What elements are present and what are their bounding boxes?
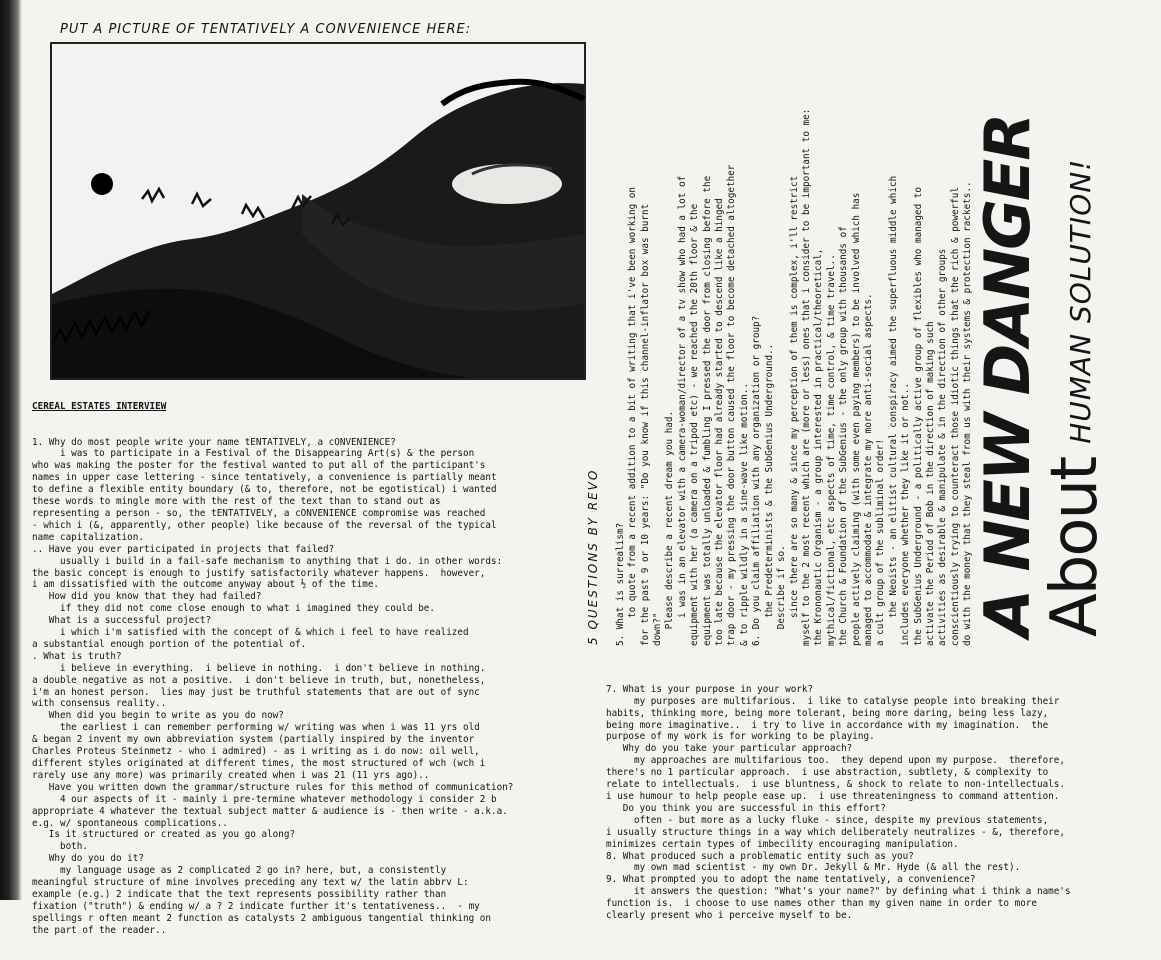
text-line: my own mad scientist - my own Dr. Jekyll & Mr. Hyde (& all the rest). (606, 862, 1021, 874)
text-line: the basic concept is enough to justify satisfactorily whatever happens. however, (32, 567, 486, 579)
text-line: equipment with her (a camera on a tripod etc) - we reached the 20th floor & the (689, 203, 701, 646)
photo-caption: PUT A PICTURE OF TENTATIVELY A CONVENIENCE HERE: (60, 22, 472, 37)
text-line: a cult group of the subliminal order! (875, 438, 887, 646)
text-line: & to ripple wildly in a sine-wave like motion.. (738, 382, 750, 646)
text-line: my approaches are multifarious too. they depend upon my purpose. therefore, (606, 755, 1065, 767)
interview-left-column (32, 377, 592, 936)
text-line: both. (32, 841, 88, 853)
text-line: the Predeterminists & the SubGenius Underground.. (763, 343, 775, 646)
text-line: i which i'm satisfied with the concept of & which i feel to have realized (32, 627, 469, 639)
text-line: managed to accommodate & integrate my more anti-social aspects. (862, 293, 874, 646)
text-line: i use humour to help people ease up. i use threateningness to command attention. (606, 790, 1060, 802)
title-subtitle: HUMAN SOLUTION! (1064, 158, 1097, 444)
interview-bottom-right-text (606, 684, 1156, 922)
text-line: names in upper case lettering - since tentatively, a convenience is partially meant (32, 472, 497, 484)
text-line: i believe in everything. i believe in nothing. i don't believe in nothing. (32, 662, 486, 674)
text-line: down?" (652, 612, 664, 646)
text-line: my purposes are multifarious. i like to catalyse people into breaking their (606, 695, 1060, 707)
title-line-1: A NEW DANGER (971, 114, 1044, 637)
text-line: since there are so many & since my perception of them is complex, i'll restrict (788, 175, 800, 646)
text-line: i usually structure things in a way which deliberately neutralizes - &, therefore, (606, 826, 1065, 838)
text-line: 4 our aspects of it - mainly i pre-termine whatever methodology i consider 2 b (32, 793, 497, 805)
text-line: representing a person - so, the tENTATIVELY, a cONVENIENCE compromise was reached (32, 507, 486, 519)
title-block (971, 114, 1115, 637)
text-line: Why do you take your particular approach? (606, 743, 853, 755)
text-line: function is. i choose to use names other than my given name in order to more (606, 898, 1037, 910)
text-line: 7. What is your purpose in your work? (606, 683, 814, 695)
text-line: Why do you do it? (32, 853, 144, 865)
text-line: . What is truth? (32, 650, 122, 662)
text-line: these words to mingle more with the rest of the text than to stand out as (32, 496, 441, 508)
text-line: Charles Proteus Steinmetz - who i admired) - as i writing as i do now: oil well, (32, 746, 480, 758)
title-about: About (1038, 457, 1112, 637)
text-line: includes everyone whether they like it or not.. (900, 382, 912, 646)
rotated-questions-block (590, 86, 974, 646)
text-line: often - but more as a lucky fluke - since, despite my previous statements, (606, 814, 1049, 826)
text-line: When did you begin to write as you do now? (32, 710, 284, 722)
text-line: 5. What is surrealism? (614, 522, 626, 646)
text-line: i was to participate in a Festival of the Disappearing Art(s) & the person (32, 448, 475, 460)
text-line: Please describe a recent dream you had. (664, 410, 676, 646)
text-line: appropriate 4 whatever the textual subject matter & audience is - then write - a.k.a. (32, 805, 508, 817)
interview-left-text (32, 437, 592, 937)
interview-bottom-right (606, 660, 1156, 922)
text-line: relate to intellectuals. i use bluntness, & shock to relate to non-intellectuals. (606, 779, 1065, 791)
text-line: who was making the poster for the festival wanted to put all of the participant's (32, 460, 486, 472)
text-line: the SubGenius Underground - a politically active group of flexibles who managed to (912, 187, 924, 646)
text-line: myself to the 2 most recent which are (more or less) ones that i consider to be important to me: (800, 108, 812, 646)
text-line: the Neoists - an elitist cultural conspiracy aimed the superfluous middle which (887, 175, 899, 646)
text-line: habits, thinking more, being more tolerant, being more daring, being less lazy, (606, 707, 1049, 719)
text-line: example (e.g.) 2 indicate that the text represents possibility rather than (32, 888, 447, 900)
text-line: people actively claiming (with some even paying members) to be involved which has (850, 192, 862, 646)
title-line-2 (1038, 115, 1115, 637)
text-line: a substantial enough portion of the potential of. (32, 638, 307, 650)
text-line: if they did not come close enough to what i imagined they could be. (32, 603, 435, 615)
text-line: the Church & Foundation of the SubGenius - the only group with thousands of (838, 226, 850, 646)
text-line: e.g. w/ spontaneous complications.. (32, 817, 228, 829)
text-line: spellings r often meant 2 function as catalysts 2 ambiguous tangential thinking on (32, 912, 491, 924)
text-line: my language usage as 2 complicated 2 go in? here, but, a consistently (32, 865, 447, 877)
text-line: to define a flexible entity boundary (& to, therefore, not be egotistical) i wanted (32, 484, 497, 496)
text-line: the earliest i can remember performing w/ writing was when i was 11 yrs old (32, 722, 480, 734)
text-line: there's no 1 particular approach. i use abstraction, subtlety, & complexity to (606, 767, 1049, 779)
text-line: different styles originated at different times, the most structured of wch (wch i (32, 758, 486, 769)
text-line: .. Have you ever participated in projects that failed? (32, 543, 335, 555)
text-line: equipment was totally unloaded & fumbling I pressed the door from closing before the (701, 175, 713, 646)
text-line: Describe if so. (776, 545, 788, 646)
photo-placeholder (50, 42, 586, 380)
text-line: i am dissatisfied with the outcome anyway about ½ of the time. (32, 579, 380, 591)
text-line: a double negative as not a positive. i don't believe in truth, but, nonetheless, (32, 674, 486, 686)
text-line: it answers the question: "What's your name?" by defining what i think a name's (606, 886, 1071, 898)
text-line: name capitalization. (32, 531, 144, 543)
text-line: 1. Why do most people write your name tENTATIVELY, a cONVENIENCE? (32, 436, 396, 448)
text-line: do with the money that they steal from us with their systems & protection rackets.. (962, 181, 974, 646)
text-line: fixation ("truth") & ending w/ a ? 2 indicate further it's tentativeness.. - my (32, 900, 480, 912)
text-line: the Krononautic Organism - a group interested in practical/theoretical, (813, 248, 825, 646)
text-line: 9. What prompted you to adopt the name tentatively, a convenience? (606, 874, 976, 886)
interview-heading: CEREAL ESTATES INTERVIEW (32, 400, 167, 412)
text-line: & began 2 invent my own abbreviation system (partially inspired by the inventor (32, 734, 475, 746)
text-line: minimizes certain types of imbecility encouraging manipulation. (606, 838, 959, 850)
text-line: the part of the reader.. (32, 924, 167, 936)
text-line: usually i build in a fail-safe mechanism to anything that i do. in other words: (32, 555, 503, 567)
text-line: i'm an honest person. lies may just be truthful statements that are out of sync (32, 686, 480, 698)
text-line: too late because the elevator floor had already started to descend like a hinged (714, 198, 726, 646)
page-edge-shadow (0, 0, 22, 900)
text-line: mythical/fictional, etc aspects of time, time control, & time travel.. (825, 254, 837, 646)
text-line: - which i (&, apparently, other people) like because of the reversal of the typical (32, 519, 497, 531)
text-line: meaningful structure of mine involves preceding any text w/ the latin abbrv L: (32, 877, 469, 889)
text-line: activate the Period of Bob in the direction of making such (924, 321, 936, 646)
text-line: for the past 9 or 10 years: "Do you know if this channel-inflator box was burnt (639, 203, 651, 646)
text-line: purpose of my work is for working to be playing. (606, 731, 875, 743)
questions-credit: 5 QUESTIONS BY REVO (586, 468, 600, 645)
text-line: What is a successful project? (32, 615, 212, 627)
text-line: 6. Do you claim affiliation with any organization or group? (751, 315, 763, 646)
text-line: conscientiously trying to counteract those idiotic things that the rich & powerful (949, 187, 961, 646)
rotated-questions-text (615, 86, 975, 646)
text-line: i was in an elevator with a camera-woman/director of a tv show who had a lot of (676, 175, 688, 646)
photo-image (52, 44, 584, 378)
text-line: to quote from a recent addition to a bit of writing that i've been working on (627, 187, 639, 646)
text-line: being more imaginative.. i try to live in accordance with my imagination. the (606, 719, 1049, 731)
text-line: with consensus reality.. (32, 698, 167, 710)
text-line: Is it structured or created as you go along? (32, 829, 296, 841)
text-line: How did you know that they had failed? (32, 591, 262, 603)
text-line: Do you think you are successful in this effort? (606, 802, 886, 814)
text-line: Have you written down the grammar/structure rules for this method of communication? (32, 781, 514, 793)
text-line: rarely use any more) was primarily created when i was 21 (11 yrs ago).. (32, 769, 430, 781)
text-line: 8. What produced such a problematic entity such as you? (606, 850, 914, 862)
text-line: activities as desirable & manipulate & in the direction of other groups (937, 248, 949, 646)
text-line: clearly present who i perceive myself to be. (606, 910, 853, 922)
text-line: trap door - my pressing the door button caused the floor to become detached altogether (726, 164, 738, 646)
